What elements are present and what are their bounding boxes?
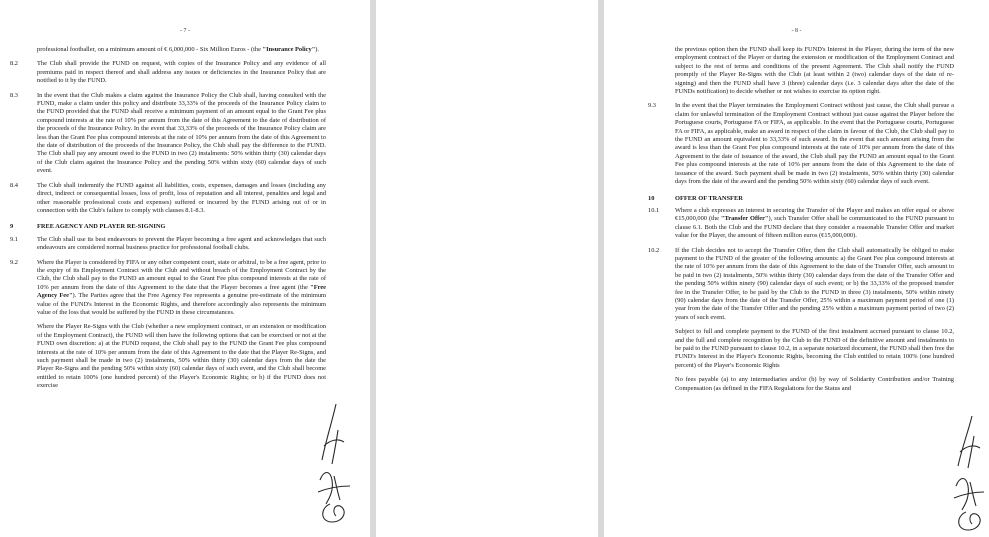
section-number: 10 xyxy=(648,194,655,202)
clause-number: 8.4 xyxy=(10,181,18,189)
clause-text-part: Where the Player is considered by FIFA or any other competent court, state or arbitral, to be a free agent, prior to the expiry of its Employment Contract with the Club and without breach of the Employment Contract by the Club, the Club shall pay to the FUND an amount equal to the Grant Fee plus compound interests at the rate of 10% per annum from the date of this Agreement to the date that the Player becomes a free agent (the xyxy=(37,258,326,291)
clause-number: 9.3 xyxy=(648,102,656,110)
clause-9-3 xyxy=(648,102,954,186)
section-number: 9 xyxy=(10,223,14,231)
intro-text-end: ). xyxy=(315,46,319,53)
clause-8-3 xyxy=(10,92,326,176)
clause-text: In the event that the Player terminates the Employment Contract without just cause, the Club shall pursue a claim for unlawful termination of the Employment Contract without just cause against the Player before the Portuguese courts, Portuguese FA or FIFA, as applicable. In the event that the Portuguese courts, Portuguese FA or FIFA, as applicable, make an award in respect of the claim in favour of the Club, the Club shall pay to the FUND an amount equivalent to 33,33% of such award. In the event that such amount arising from the award is less than the Grant Fee plus compound interests at the rate of 10% per annum from the date of this Agreement to the date of issuance of the award, the Club shall pay the FUND an amount equal to the Grant Fee plus compound interests at the rate of 10% per annum from the date of this Agreement to the date of issuance of the award. Such payment shall be made in two (2) instalments, 50% within thirty (30) calendar days from the date of the award and the pending 50% within sixty (60) calendar days of such event. xyxy=(675,102,954,186)
clause-text-part: ), such Transfer Offer shall be communicated to the FUND pursuant to clause 6.1. Both the Club and the FUND declare that they consider a reasonable Transfer Offer and market value for the Player, the amount of fifteen million euros (€15,000,000). xyxy=(675,215,954,240)
clause-number: 8.2 xyxy=(10,60,18,68)
clause-text xyxy=(675,207,954,241)
intro-paragraph: the previous option then the FUND shall keep its FUND's Interest in the Player, during the term of the new employment contract of the Player or during the extension or modification of the Employment Contract and subject to the rest of terms and conditions of the present Agreement. The Club shall notify the FUND promptly of the Player Re-Signs with the Club (at least within 2 (two) calendar days of the date of re-signing) and then the FUND shall have 3 (three) calendar days (i.e. 3 calendar days after the date of the FUNDs notification) to decide whether or not wishes to exercise its option right. xyxy=(675,46,954,96)
clause-text: The Club shall indemnify the FUND against all liabilities, costs, expenses, damages and losses (including any direct, indirect or consequential losses, loss of profit, loss of reputation and all interest, penalties and legal and other reasonable professional costs and expenses) suffered or incurred by the FUND arising out of or in connection with the Club's failure to comply with clauses 8.1-8.3. xyxy=(37,181,326,214)
clause-number: 9.1 xyxy=(10,235,18,243)
defined-term: "Transfer Offer" xyxy=(720,215,769,223)
section-title: OFFER OF TRANSFER xyxy=(675,194,743,202)
clause-number: 8.3 xyxy=(10,91,18,99)
clause-text: The Club shall use its best endeavours to prevent the Player becoming a free agent and acknowledges that such endeavours are considered normal business practice for professional football clubs. xyxy=(37,235,326,252)
clause-8-4 xyxy=(10,182,326,216)
clause-text: The Club shall provide the FUND on request, with copies of the Insurance Policy and any evidence of all premiums paid in respect thereof and shall address any issues or deficiencies in the Insurance Policy that are notified to it by the FUND. xyxy=(37,60,326,85)
clause-9-2 xyxy=(10,259,326,318)
clause-text-part: Where a club expresses an interest in securing the Transfer of the Player and makes an offer equal or above €15,000,000 (the xyxy=(675,206,954,223)
page-number: - 7 - xyxy=(180,28,190,34)
page-content xyxy=(10,46,326,397)
signature-initials xyxy=(314,400,360,526)
intro-text: professional footballer, on a minimum amount of € 6,000,000 - Six Million Euros - (the xyxy=(37,46,263,53)
signature-icon xyxy=(314,400,360,526)
clause-text: If the Club decides not to accept the Transfer Offer, then the Club shall automatically be obliged to make payment to the FUND of the greater of the following amounts: a) the Grant Fee plus compound interests at the rate of 10% per annum from the date of this Agreement to the date of the Transfer Offer, such amount to be paid in two (2) instalments, 50% within thirty (30) calendar days from the date of the Transfer Offer and the pending 50% within ninety (90) calendar days of such event; or b) the 33,33% of the proposed transfer fee in the Transfer Offer, to be paid by the Club to the FUND in three (3) instalments, 50% within ninety (90) calendar days from the date of the Transfer Offer, 25% within a maximum payment period of one (1) year from the date of the Transfer Offer and the pending 25% within a maximum payment period of two (2) years of such event. xyxy=(675,246,954,321)
document-page-7 xyxy=(0,0,370,537)
page-number: - 8 - xyxy=(791,28,802,34)
clause-9-2-continuation: Where the Player Re-Signs with the Club (whether a new employment contract, or an extension or modification of the Employment Contract), the FUND will then have the following options that can be exercised or not at the FUND own discretion: a) at the FUND request, the Club shall pay to the FUND the Grant Fee plus compound interests at the rate of 10% per annum from the date of this Agreement to the date that the Player Re-Signs, and such payment shall be made in two (2) instalments, 50% within thirty (30) calendar days from the date the Player Re-Signs and the pending 50% within sixty (60) calendar days of such event, and the Club shall become entitled to retain 100% (one hundred percent) of the Player's Economic Rights; or b) if the FUND does not exercise xyxy=(37,323,326,390)
clause-text xyxy=(37,259,326,318)
clause-10-2 xyxy=(648,247,954,323)
signature-initials xyxy=(950,410,988,536)
section-heading-9 xyxy=(10,223,326,231)
intro-paragraph xyxy=(37,46,326,54)
clause-number: 9.2 xyxy=(10,258,18,266)
defined-term: "Free Agency Fee" xyxy=(37,283,326,300)
clause-text: In the event that the Club makes a claim against the Insurance Policy the Club shall, having consulted with the FUND, make a claim under this policy and distribute 33,33% of the proceeds of the Insurance Policy claim to the FUND provided that the FUND shall receive a minimum payment of an amount equal to the Grant Fee plus compound interests at the rate of 10% per annum from the date of this Agreement to the date of distribution of the proceeds of the Insurance Policy. In the event that 33,33% of the proceeds of the Insurance Policy claim are less than the Grant Fee plus compound interests at the rate of 10% per annum from the date of this Agreement to the date of distribution of the proceeds of the Insurance Policy, the Club shall pay the difference to the FUND. The Club shall pay any amount owed to the FUND in two (2) instalments: 50% within thirty (30) calendar days of the Club claim against the Insurance Policy and the pending 50% within sixty (60) calendar days of such event. xyxy=(37,91,326,175)
clause-8-2 xyxy=(10,60,326,85)
clause-number: 10.1 xyxy=(648,206,660,214)
defined-term: "Insurance Policy" xyxy=(262,46,316,53)
signature-icon xyxy=(950,410,988,536)
clause-10-2-continuation: No fees payable (a) to any intermediaries and/or (b) by way of Solidarity Contribution and/or Training Compensation (as defined in the FIFA Regulations for the Status and xyxy=(675,376,954,392)
document-page-8 xyxy=(604,0,989,537)
clause-text-part: ). The Parties agree that the Free Agency Fee represents a genuine pre-estimate of the minimum value of the FUND's Interest in the Economic Rights, and therefore accordingly also represents the minimum value of the loss that would be suffered by the FUND in these circumstances. xyxy=(37,292,326,316)
clause-9-1 xyxy=(10,236,326,253)
section-title: FREE AGENCY AND PLAYER RE-SIGNING xyxy=(37,223,166,231)
section-heading-10 xyxy=(648,195,954,203)
clause-number: 10.2 xyxy=(648,246,660,254)
clause-10-2-continuation: Subject to full and complete payment to the FUND of the first instalment accrued pursuant to clause 10.2, and the full and complete recognition by the Club to the FUND of the definitive amount and instalments to be paid to the FUND pursuant to clause 10.2, in a separate notarized document, the FUND shall then free the FUND's Interest in the Player's Economic Rights, becoming the Club entitled to retain 100% (one hundred percent) of the Player's Economic Rights xyxy=(675,328,954,369)
clause-10-1 xyxy=(648,207,954,241)
blank-page xyxy=(376,0,598,537)
page-content xyxy=(648,46,954,399)
